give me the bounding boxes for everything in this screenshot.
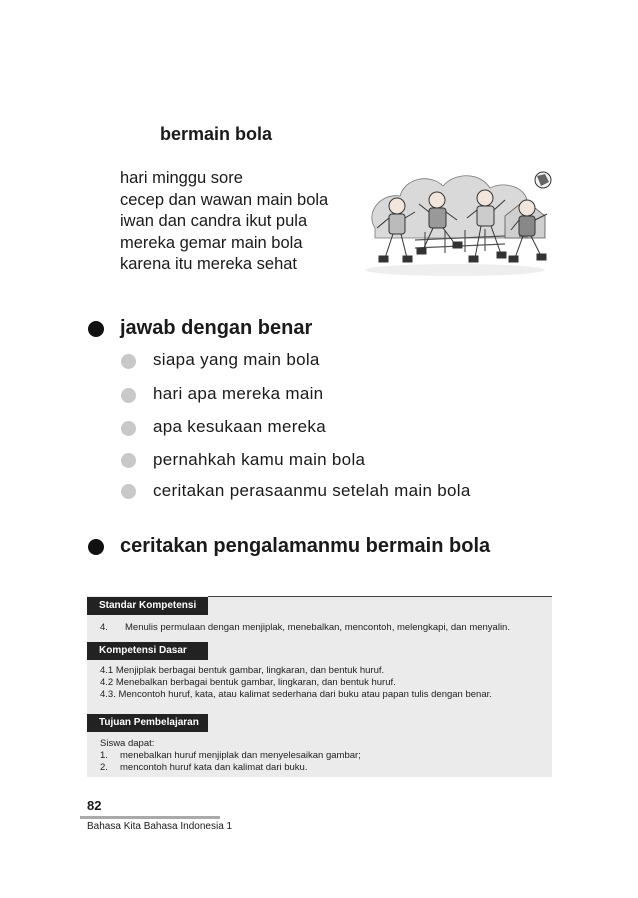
- question-item: ceritakan perasaanmu setelah main bola: [153, 481, 471, 500]
- poem-line: hari minggu sore: [120, 169, 243, 187]
- tujuan-pembelajaran-label: Tujuan Pembelajaran: [87, 714, 208, 732]
- poem-line: iwan dan candra ikut pula: [120, 212, 308, 230]
- standar-kompetensi-label: Standar Kompetensi: [87, 597, 208, 615]
- tujuan-intro: Siswa dapat:: [100, 738, 155, 749]
- lesson-title: bermain bola: [160, 124, 273, 144]
- poem-line: cecep dan wawan main bola: [120, 190, 329, 209]
- task-heading: ceritakan pengalamanmu bermain bola: [120, 535, 491, 557]
- bullet-icon: [121, 453, 136, 468]
- tujuan-item: mencontoh huruf kata dan kalimat dari buku.: [120, 762, 308, 773]
- dasar-item: 4.1 Menjiplak berbagai bentuk gambar, lingkaran, dan bentuk huruf.: [100, 665, 385, 676]
- standar-text: Menulis permulaan dengan menjiplak, menebalkan, mencontoh, melengkapi, dan menyalin.: [125, 622, 510, 633]
- poem-line: mereka gemar main bola: [120, 233, 303, 252]
- poem: [120, 168, 328, 276]
- question-item: siapa yang main bola: [153, 350, 320, 369]
- dasar-item: 4.2 Menebalkan berbagai bentuk gambar, lingkaran, dan bentuk huruf.: [100, 677, 396, 688]
- box-divider: [208, 596, 552, 597]
- question-item: hari apa mereka main: [153, 384, 324, 403]
- question-item: apa kesukaan mereka: [153, 417, 326, 436]
- bullet-icon: [88, 539, 104, 555]
- footer-rule: [80, 816, 220, 819]
- question-item: pernahkah kamu main bola: [153, 450, 366, 469]
- bullet-icon: [121, 421, 136, 436]
- page-number: 82: [87, 798, 102, 813]
- bullet-icon: [88, 321, 104, 337]
- dasar-item: 4.3. Mencontoh huruf, kata, atau kalimat sederhana dari buku atau papan tulis dengan benar.: [100, 689, 492, 700]
- bullet-icon: [121, 388, 136, 403]
- bullet-icon: [121, 354, 136, 369]
- tujuan-num: 1.: [100, 750, 108, 761]
- children-playing-football-illustration: [355, 158, 555, 280]
- tujuan-num: 2.: [100, 762, 108, 773]
- bullet-icon: [121, 484, 136, 499]
- standar-num: 4.: [100, 622, 108, 633]
- task-heading: jawab dengan benar: [120, 317, 313, 339]
- tujuan-item: menebalkan huruf menjiplak dan menyelesaikan gambar;: [120, 750, 361, 761]
- poem-line: karena itu mereka sehat: [120, 255, 298, 273]
- kompetensi-dasar-label: Kompetensi Dasar: [87, 642, 208, 660]
- book-title: Bahasa Kita Bahasa Indonesia 1: [87, 821, 233, 832]
